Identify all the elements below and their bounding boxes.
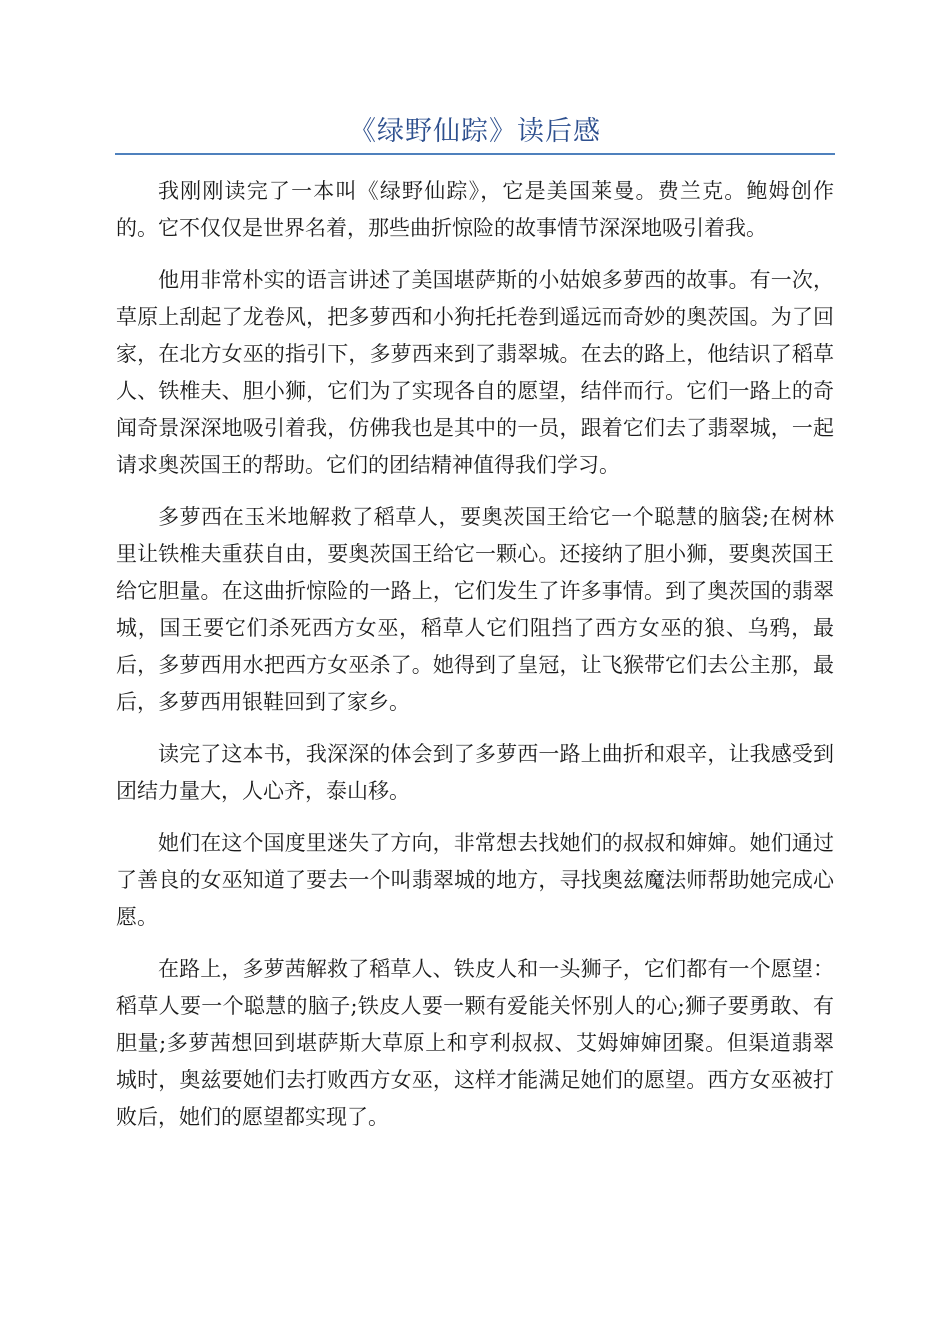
- paragraph-2: 他用非常朴实的语言讲述了美国堪萨斯的小姑娘多萝西的故事。有一次，草原上刮起了龙卷风，把多萝西和小狗托托卷到遥远而奇妙的奥茨国。为了回家，在北方女巫的指引下，多萝西来到了翡翠城。在去的路上，他结识了稻草人、铁椎夫、胆小狮，它们为了实现各自的愿望，结伴而行。它们一路上的奇闻奇景深深地吸引着我，仿佛我也是其中的一员，跟着它们去了翡翠城，一起请求奥茨国王的帮助。它们的团结精神值得我们学习。: [116, 268, 834, 477]
- title-underline: [115, 153, 835, 155]
- document-body: [116, 173, 834, 1151]
- paragraph-4: 读完了这本书，我深深的体会到了多萝西一路上曲折和艰辛，让我感受到团结力量大，人心齐，泰山移。: [116, 742, 834, 803]
- paragraph-5: 她们在这个国度里迷失了方向，非常想去找她们的叔叔和婶婶。她们通过了善良的女巫知道了要去一个叫翡翠城的地方，寻找奥兹魔法师帮助她完成心愿。: [116, 831, 834, 929]
- paragraph-6: 在路上，多萝茜解救了稻草人、铁皮人和一头狮子，它们都有一个愿望：稻草人要一个聪慧的脑子;铁皮人要一颗有爱能关怀别人的心;狮子要勇敢、有胆量;多萝茜想回到堪萨斯大草原上和亨利叔叔、艾姆婶婶团聚。但渠道翡翠城时，奥兹要她们去打败西方女巫，这样才能满足她们的愿望。西方女巫被打败后，她们的愿望都实现了。: [116, 957, 834, 1129]
- document-title: 《绿野仙踪》读后感: [349, 116, 601, 147]
- paragraph-1: 我刚刚读完了一本叫《绿野仙踪》，它是美国莱曼。费兰克。鲍姆创作的。它不仅仅是世界名着，那些曲折惊险的故事情节深深地吸引着我。: [116, 179, 834, 240]
- paragraph-3: 多萝西在玉米地解救了稻草人，要奥茨国王给它一个聪慧的脑袋;在树林里让铁椎夫重获自由，要奥茨国王给它一颗心。还接纳了胆小狮，要奥茨国王给它胆量。在这曲折惊险的一路上，它们发生了许多事情。到了奥茨国的翡翠城，国王要它们杀死西方女巫，稻草人它们阻挡了西方女巫的狼、乌鸦，最后，多萝西用水把西方女巫杀了。她得到了皇冠，让飞猴带它们去公主那，最后，多萝西用银鞋回到了家乡。: [116, 505, 834, 714]
